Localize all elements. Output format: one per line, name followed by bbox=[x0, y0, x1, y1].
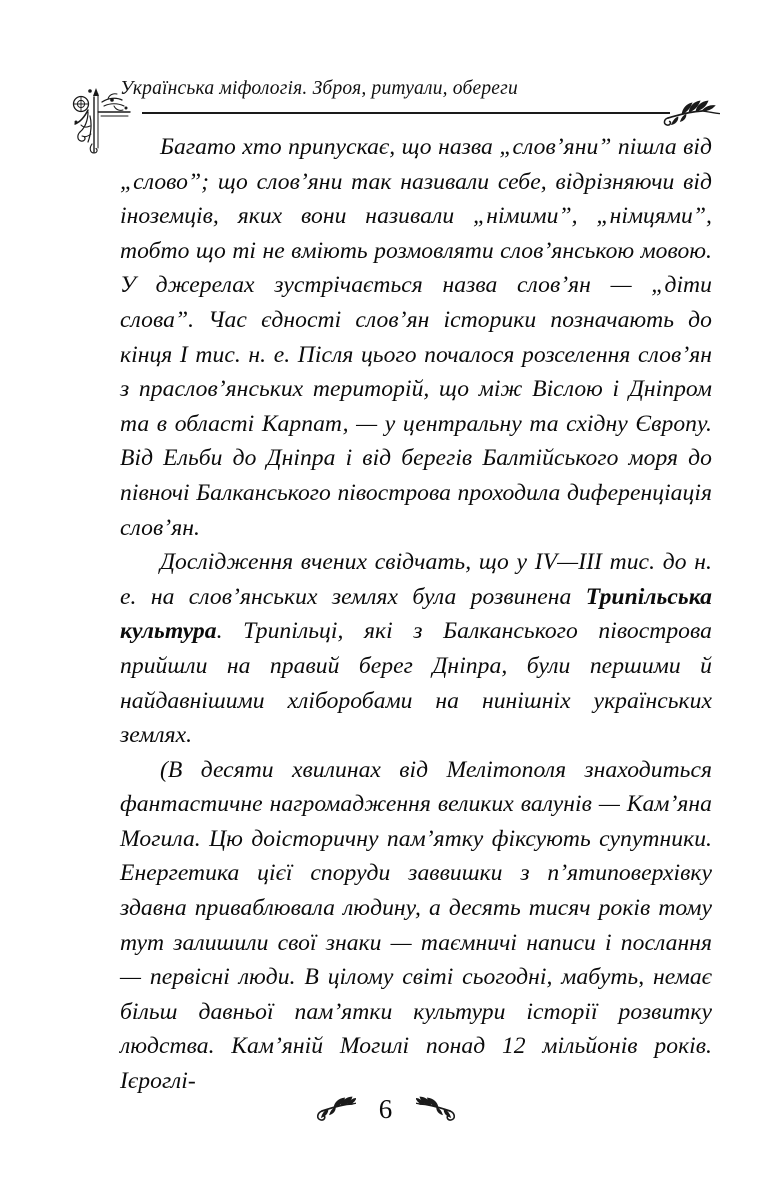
paragraph-2-run-3: . Трипільці, які з Балканського півострова прийшли на правий берег Дніпра, були першими й найдавнішими хліборобами на нинішніх українських землях. bbox=[120, 618, 712, 749]
paragraph-1 bbox=[120, 130, 712, 545]
paragraph-3-run-1: (В десяти хвилинах від Мелітополя знаходиться фантастичне нагромадження великих валунів — Кам’яна Могила. Цю доісторичну пам’ятку фіксують супутники. Енергетика цієї споруди заввишки з п’ятиповерхівку здавна приваблювала людину, а десять тисяч років тому тут залишили свої знаки — таємничі написи і послання — первісні люди. В цілому світі сьогодні, мабуть, немає більш давньої пам’ятки культури історії розвитку людства. Кам’яній Могилі понад 12 мільйонів років. Ієроглі- bbox=[120, 756, 712, 1095]
page-footer bbox=[0, 1086, 771, 1132]
running-head bbox=[120, 78, 720, 106]
running-head-title: Українська міфологія. Зброя, ритуали, обереги bbox=[120, 78, 518, 99]
leaf-flourish-icon bbox=[662, 96, 720, 130]
leaf-flourish-icon-right bbox=[416, 1094, 470, 1124]
paragraph-2-run-1: Дослідження вчених свідчать, що у IV—III тис. до н. е. на слов’янських землях була розвинена bbox=[120, 549, 712, 610]
body-text bbox=[120, 130, 712, 1099]
paragraph-3 bbox=[120, 753, 712, 1099]
page-number: 6 bbox=[378, 1093, 393, 1124]
header-rule bbox=[142, 112, 670, 114]
term-trypillian-culture: Трипільська культура bbox=[120, 583, 712, 645]
leaf-flourish-icon-left bbox=[302, 1094, 356, 1124]
paragraph-2 bbox=[120, 545, 712, 753]
paragraph-1-run-1: Багато хто припускає, що назва „слов’яни” пішла від „слово”; що слов’яни так називали себе, відрізняючи від іноземців, яких вони називали „німими”, „німцями”, тобто що ті не вміють розмовляти слов’янською мовою. У джерелах зустрічається назва слов’ян — „діти слова”. Час єдності слов’ян історики позначають до кінця I тис. н. е. Після цього почалося розселення слов’ян з праслов’янських територій, що між Віслою і Дніпром та в області Карпат, — у центральну та східну Європу. Від Ельби до Дніпра і від берегів Балтійського моря до півночі Балканського півострова проходила диференціація слов’ян. bbox=[120, 134, 712, 541]
